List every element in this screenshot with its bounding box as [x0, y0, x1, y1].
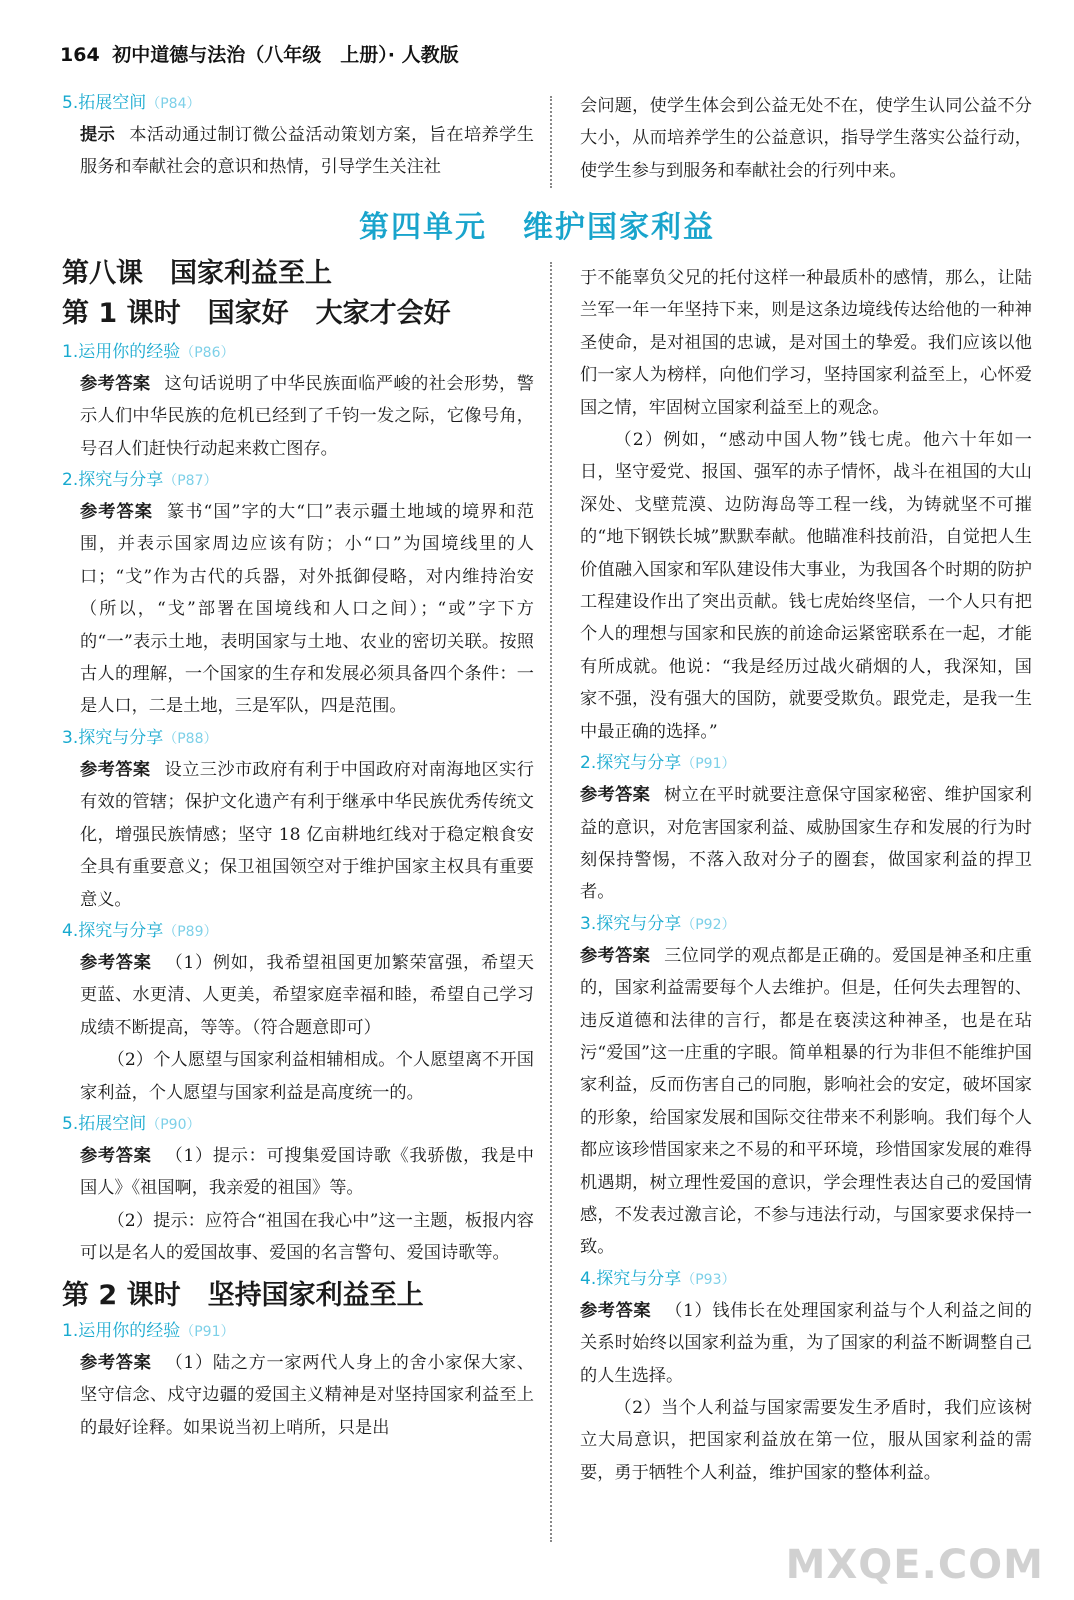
period-title: 第 1 课时 国家好 大家才会好: [62, 298, 451, 330]
section-heading: 2.探究与分享（P91）: [580, 753, 736, 774]
section-heading: 1.运用你的经验（P91）: [62, 1320, 235, 1341]
column-divider: [550, 262, 552, 1542]
section-heading: 2.探究与分享（P87）: [62, 470, 218, 491]
answer-paragraph: 参考答案 （1）钱伟长在处理国家利益与个人利益之间的关系时始终以国家利益为重，为了国家的利益不断调整自己的人生选择。: [580, 1300, 1032, 1386]
answer-paragraph: （2）当个人利益与国家需要发生矛盾时，我们应该树立大局意识，把国家利益放在第一位，服从国家利益的需要，勇于牺牲个人利益，维护国家的整体利益。: [580, 1398, 1032, 1483]
section-heading: 3.探究与分享（P92）: [580, 913, 736, 934]
section-heading: 3.探究与分享（P88）: [62, 727, 218, 748]
page-number: 164: [60, 44, 100, 66]
section-heading: 4.探究与分享（P89）: [62, 920, 218, 941]
left-column: [62, 258, 534, 1444]
period-title: 第 2 课时 坚持国家利益至上: [62, 1279, 424, 1311]
answer-paragraph: 参考答案 （1）陆之方一家两代人身上的舍小家保大家、坚守信念、戍守边疆的爱国主义精神是对坚持国家利益至上的最好诠释。如果说当初上哨所，只是出: [80, 1352, 534, 1438]
lesson-title: 第八课 国家利益至上: [62, 258, 332, 289]
answer-paragraph: 会问题，使学生体会到公益无处不在，使学生认同公益不分大小，从而培养学生的公益意识，指导学生落实公益行动，使学生参与到服务和奉献社会的行列中来。: [580, 96, 1032, 181]
unit-title: 第四单元 维护国家利益: [359, 210, 715, 245]
answer-paragraph: 于不能辜负父兄的托付这样一种最质朴的感情，那么，让陆兰军一年一年坚持下来，则是这条边境线传达给他的一种神圣使命，是对祖国的忠诚，是对国土的挚爱。我们应该以他们一家人为榜样，向他们学习，坚持国家利益至上，心怀爱国之情，牢固树立国家利益至上的观念。: [580, 268, 1032, 418]
column-divider: [550, 96, 552, 188]
watermark: MXQE.COM: [785, 1542, 1044, 1588]
answer-paragraph: （2）例如，“感动中国人物”钱七虎。他六十年如一日，坚守爱党、报国、强军的赤子情怀，战斗在祖国的大山深处、戈壁荒漠、边防海岛等工程一线，为铸就坚不可摧的“地下钢铁长城”默默奉献。他瞄准科技前沿，自觉把人生价值融入国家和军队建设伟大事业，为我国各个时期的防护工程建设作出了突出贡献。钱七虎始终坚信，一个人只有把个人的理想与国家和民族的前途命运紧密联系在一起，才能有所成就。他说：“我是经历过战火硝烟的人，我深知，国家不强，没有强大的国防，就要受欺负。跟党走，是我一生中最正确的选择。”: [580, 430, 1032, 742]
page-header: [60, 40, 459, 67]
section-heading: 1.运用你的经验（P86）: [62, 341, 235, 362]
section-heading: 4.探究与分享（P93）: [580, 1268, 736, 1289]
answer-paragraph: 参考答案 三位同学的观点都是正确的。爱国是神圣和庄重的，国家利益需要每个人去维护。但是，任何失去理智的、违反道德和法律的言行，都是在亵渎这种神圣，也是在玷污“爱国”这一庄重的字眼。简单粗暴的行为非但不能维护国家利益，反而伤害自己的同胞，影响社会的安定，破坏国家的形象，给国家发展和国际交往带来不利影响。我们每个人都应该珍惜国家来之不易的和平环境，珍惜国家发展的难得机遇期，树立理性爱国的意识，学会理性表达自己的爱国情感，不发表过激言论，不参与违法行动，与国家要求保持一致。: [580, 945, 1032, 1258]
answer-paragraph: 参考答案 这句话说明了中华民族面临严峻的社会形势，警示人们中华民族的危机已经到了千钧一发之际，它像号角，号召人们赶快行动起来救亡图存。: [80, 373, 534, 459]
book-title: 初中道德与法治（八年级 上册）· 人教版: [112, 44, 459, 66]
section-heading: 5.拓展空间（P84）: [62, 93, 201, 113]
answer-paragraph: 提示 本活动通过制订微公益活动策划方案，旨在培养学生服务和奉献社会的意识和热情，引导学生关注社: [80, 125, 534, 178]
right-column: [580, 262, 1032, 1489]
answer-paragraph: 参考答案 （1）例如，我希望祖国更加繁荣富强，希望天更蓝、水更清、人更美，希望家庭幸福和睦，希望自己学习成绩不断提高，等等。（符合题意即可）: [80, 952, 534, 1038]
answer-paragraph: 参考答案 树立在平时就要注意保守国家秘密、维护国家利益的意识，对危害国家利益、威胁国家生存和发展的行为时刻保持警惕，不落入敌对分子的圈套，做国家利益的捍卫者。: [580, 785, 1032, 903]
answer-paragraph: 参考答案 篆书“国”字的大“囗”表示疆土地域的境界和范围，并表示国家周边应该有防；小“口”为国境线里的人口；“戈”作为古代的兵器，对外抵御侵略，对内维持治安（所以，“戈”部署在国境线和人口之间）；“或”字下方的“一”表示土地，表明国家与土地、农业的密切关联。按照古人的理解，一个国家的生存和发展必须具备四个条件：一是人口，二是土地，三是军队，四是范围。: [80, 502, 534, 717]
answer-paragraph: 参考答案 （1）提示：可搜集爱国诗歌《我骄傲，我是中国人》《祖国啊，我亲爱的祖国》等。: [80, 1145, 534, 1199]
answer-paragraph: （2）提示：应符合“祖国在我心中”这一主题，板报内容可以是名人的爱国故事、爱国的名言警句、爱国诗歌等。: [80, 1210, 534, 1264]
section-heading: 5.拓展空间（P90）: [62, 1113, 201, 1134]
top-right-column: [580, 90, 1032, 187]
answer-paragraph: 参考答案 设立三沙市政府有利于中国政府对南海地区实行有效的管辖；保护文化遗产有利于继承中华民族优秀传统文化，增强民族情感；坚守 18 亿亩耕地红线对于稳定粮食安全具有重要意义；保卫祖国领空对于维护国家主权具有重要意义。: [80, 759, 534, 910]
top-left-column: [62, 88, 534, 184]
answer-paragraph: （2）个人愿望与国家利益相辅相成。个人愿望离不开国家利益，个人愿望与国家利益是高度统一的。: [80, 1050, 534, 1103]
